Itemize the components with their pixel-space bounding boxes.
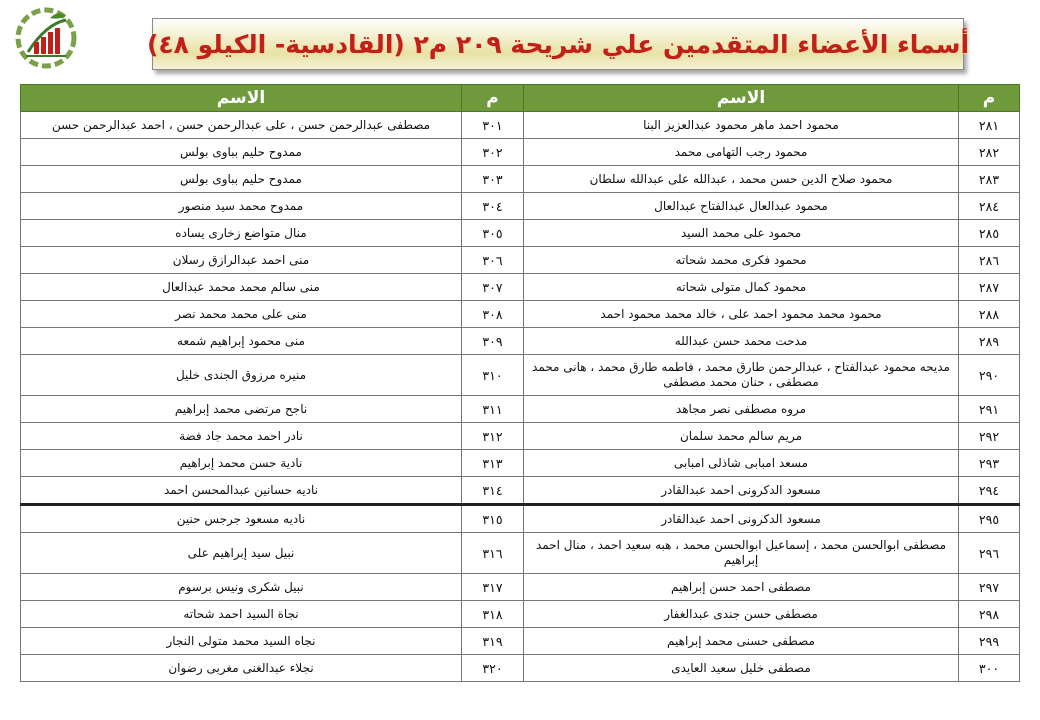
title-banner bbox=[146, 18, 970, 70]
member-name: منال متواضع زخارى يساده bbox=[21, 220, 462, 247]
member-name: نجلاء عبدالغنى مغربى رضوان bbox=[21, 655, 462, 682]
table-row bbox=[21, 574, 1020, 601]
table-row bbox=[21, 628, 1020, 655]
table-row bbox=[21, 301, 1020, 328]
row-number: ٣٠٨ bbox=[462, 301, 524, 328]
row-number: ٣١٠ bbox=[462, 355, 524, 396]
member-name: مصطفى حسنى محمد إبراهيم bbox=[524, 628, 959, 655]
member-name: مسعود الدكرونى احمد عبدالقادر bbox=[524, 477, 959, 505]
table-row bbox=[21, 112, 1020, 139]
row-number: ٢٨٣ bbox=[959, 166, 1020, 193]
member-name: منى محمود إبراهيم شمعه bbox=[21, 328, 462, 355]
row-number: ٣٠٧ bbox=[462, 274, 524, 301]
member-name: ممدوح حليم بباوى بولس bbox=[21, 166, 462, 193]
row-number: ٣٠٠ bbox=[959, 655, 1020, 682]
member-name: ممدوح محمد سيد منصور bbox=[21, 193, 462, 220]
table-row bbox=[21, 193, 1020, 220]
member-name: مدحت محمد حسن عبدالله bbox=[524, 328, 959, 355]
member-name: نبيل شكرى ونيس برسوم bbox=[21, 574, 462, 601]
row-number: ٣٠٩ bbox=[462, 328, 524, 355]
member-name: مروه مصطفى نصر مجاهد bbox=[524, 396, 959, 423]
row-number: ٢٩٥ bbox=[959, 505, 1020, 533]
member-name: مسعود الدكرونى احمد عبدالقادر bbox=[524, 505, 959, 533]
row-number: ٢٩٠ bbox=[959, 355, 1020, 396]
row-number: ٢٨٥ bbox=[959, 220, 1020, 247]
row-number: ٣٠٥ bbox=[462, 220, 524, 247]
member-name: نادر احمد محمد جاد فضة bbox=[21, 423, 462, 450]
member-name: نبيل سيد إبراهيم على bbox=[21, 533, 462, 574]
table-row bbox=[21, 220, 1020, 247]
member-name: مصطفى ابوالحسن محمد ، إسماعيل ابوالحسن محمد ، هبه سعيد احمد ، منال احمد إبراهيم bbox=[524, 533, 959, 574]
header-name-a: الاسم bbox=[524, 85, 959, 112]
member-name: مريم سالم محمد سلمان bbox=[524, 423, 959, 450]
member-name: منيره مرزوق الجندى خليل bbox=[21, 355, 462, 396]
table-row bbox=[21, 533, 1020, 574]
members-table bbox=[20, 84, 1020, 682]
row-number: ٣١٣ bbox=[462, 450, 524, 477]
member-name: ناديه مسعود جرجس حنين bbox=[21, 505, 462, 533]
member-name: محمود على محمد السيد bbox=[524, 220, 959, 247]
member-name: مصطفى خليل سعيد العايدى bbox=[524, 655, 959, 682]
table-row bbox=[21, 166, 1020, 193]
row-number: ٢٩٦ bbox=[959, 533, 1020, 574]
table-row bbox=[21, 247, 1020, 274]
row-number: ٢٨٦ bbox=[959, 247, 1020, 274]
member-name: محمود فكرى محمد شحاته bbox=[524, 247, 959, 274]
row-number: ٣٠٤ bbox=[462, 193, 524, 220]
row-number: ٢٩١ bbox=[959, 396, 1020, 423]
page-title: أسماء الأعضاء المتقدمين علي شريحة ٢٠٩ م٢ (القادسية- الكيلو ٤٨) bbox=[146, 29, 970, 59]
row-number: ٣٢٠ bbox=[462, 655, 524, 682]
table-row bbox=[21, 396, 1020, 423]
row-number: ٢٩٨ bbox=[959, 601, 1020, 628]
row-number: ٣٠٦ bbox=[462, 247, 524, 274]
member-name: ناديه حسانين عبدالمحسن احمد bbox=[21, 477, 462, 505]
member-name: نجاة السيد احمد شحاته bbox=[21, 601, 462, 628]
row-number: ٢٨٨ bbox=[959, 301, 1020, 328]
member-name: مسعد امبابى شاذلى امبابى bbox=[524, 450, 959, 477]
row-number: ٣١٩ bbox=[462, 628, 524, 655]
row-number: ٣١٥ bbox=[462, 505, 524, 533]
member-name: محمود صلاح الدين حسن محمد ، عبدالله على عبدالله سلطان bbox=[524, 166, 959, 193]
table-row bbox=[21, 328, 1020, 355]
table-row bbox=[21, 477, 1020, 505]
row-number: ٢٨١ bbox=[959, 112, 1020, 139]
member-name: محمود رجب التهامى محمد bbox=[524, 139, 959, 166]
row-number: ٣١٤ bbox=[462, 477, 524, 505]
row-number: ٢٨٧ bbox=[959, 274, 1020, 301]
table-row bbox=[21, 450, 1020, 477]
table-row bbox=[21, 601, 1020, 628]
cooperative-logo bbox=[14, 6, 78, 70]
table-row bbox=[21, 139, 1020, 166]
table-row bbox=[21, 423, 1020, 450]
header-num-b: م bbox=[462, 85, 524, 112]
member-name: مصطفى حسن جندى عبدالغفار bbox=[524, 601, 959, 628]
member-name: منى على محمد محمد نصر bbox=[21, 301, 462, 328]
row-number: ٢٩٣ bbox=[959, 450, 1020, 477]
table-header-row bbox=[21, 85, 1020, 112]
header-num-a: م bbox=[959, 85, 1020, 112]
member-name: منى احمد عبدالرازق رسلان bbox=[21, 247, 462, 274]
row-number: ٣١٨ bbox=[462, 601, 524, 628]
row-number: ٢٩٢ bbox=[959, 423, 1020, 450]
row-number: ٢٩٩ bbox=[959, 628, 1020, 655]
member-name: مصطفى عبدالرحمن حسن ، على عبدالرحمن حسن ، احمد عبدالرحمن حسن bbox=[21, 112, 462, 139]
row-number: ٢٨٤ bbox=[959, 193, 1020, 220]
member-name: مديحه محمود عبدالفتاح ، عبدالرحمن طارق محمد ، فاطمه طارق محمد ، هانى محمد مصطفى ، حنان محمد مصطفى bbox=[524, 355, 959, 396]
member-name: محمود كمال متولى شحاته bbox=[524, 274, 959, 301]
member-name: محمود محمد محمود احمد على ، خالد محمد محمود احمد bbox=[524, 301, 959, 328]
row-number: ٢٩٤ bbox=[959, 477, 1020, 505]
row-number: ٣٠٣ bbox=[462, 166, 524, 193]
row-number: ٢٨٩ bbox=[959, 328, 1020, 355]
row-number: ٣٠١ bbox=[462, 112, 524, 139]
member-name: مصطفى احمد حسن إبراهيم bbox=[524, 574, 959, 601]
header-name-b: الاسم bbox=[21, 85, 462, 112]
table-row bbox=[21, 274, 1020, 301]
row-number: ٢٩٧ bbox=[959, 574, 1020, 601]
member-name: ممدوح حليم بباوى بولس bbox=[21, 139, 462, 166]
member-name: نادية حسن محمد إبراهيم bbox=[21, 450, 462, 477]
member-name: محمود عبدالعال عبدالفتاح عبدالعال bbox=[524, 193, 959, 220]
member-name: منى سالم محمد محمد عبدالعال bbox=[21, 274, 462, 301]
row-number: ٣١٦ bbox=[462, 533, 524, 574]
table-row bbox=[21, 505, 1020, 533]
member-name: محمود احمد ماهر محمود عبدالعزيز البنا bbox=[524, 112, 959, 139]
member-name: ناجح مرتضى محمد إبراهيم bbox=[21, 396, 462, 423]
table-row bbox=[21, 655, 1020, 682]
row-number: ٣١٧ bbox=[462, 574, 524, 601]
row-number: ٣١٢ bbox=[462, 423, 524, 450]
row-number: ٣١١ bbox=[462, 396, 524, 423]
member-name: نجاه السيد محمد متولى النجار bbox=[21, 628, 462, 655]
table-row bbox=[21, 355, 1020, 396]
row-number: ٣٠٢ bbox=[462, 139, 524, 166]
row-number: ٢٨٢ bbox=[959, 139, 1020, 166]
